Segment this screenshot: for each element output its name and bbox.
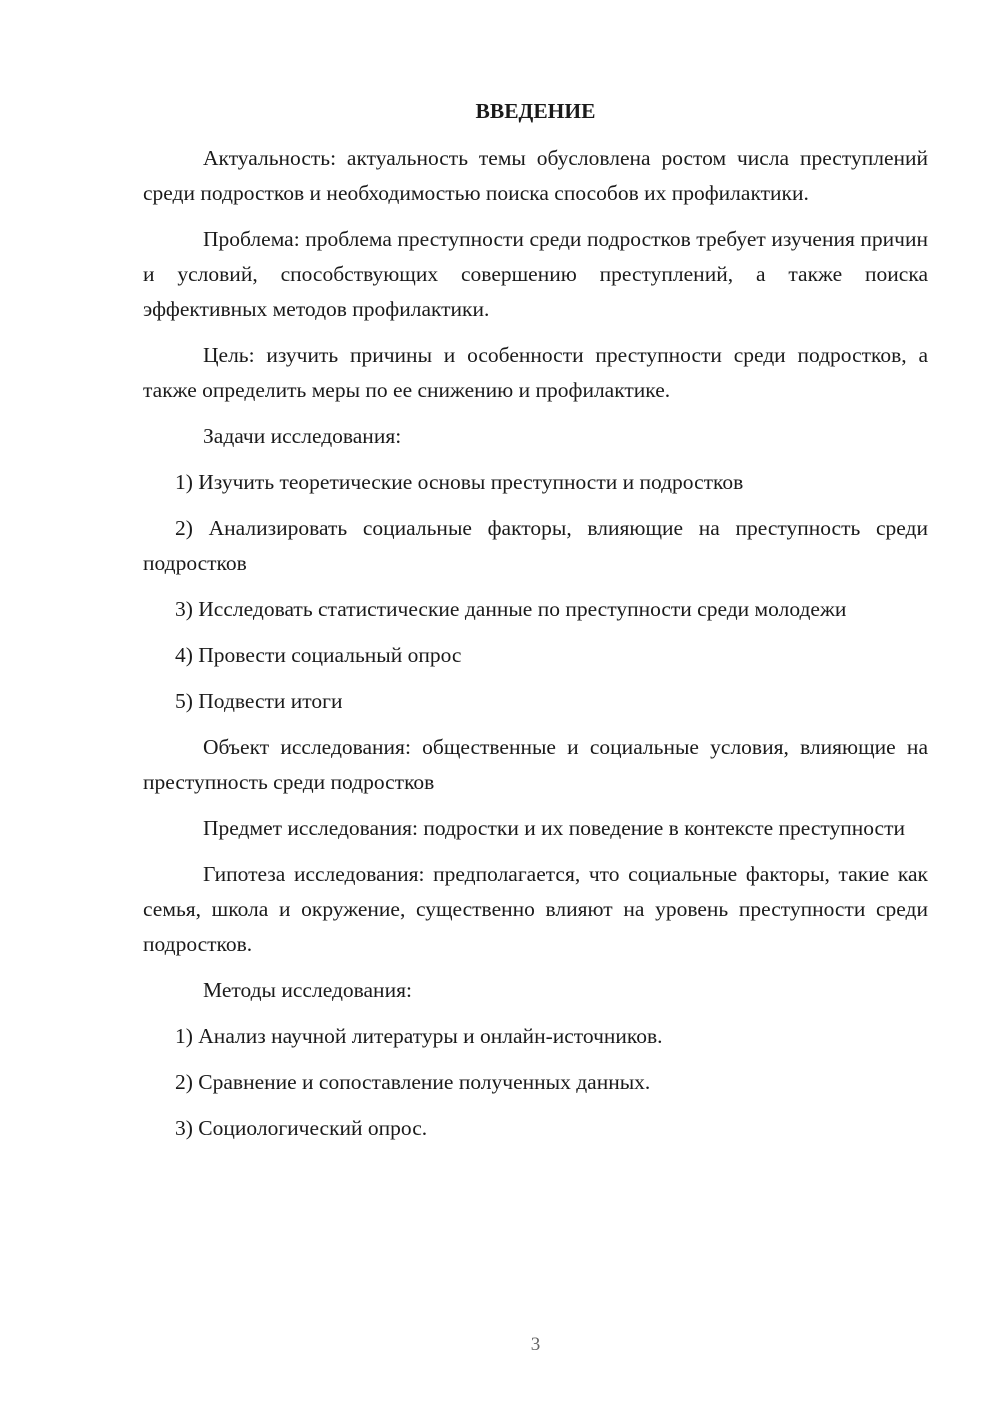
subject-paragraph: Предмет исследования: подростки и их поведение в контексте преступности xyxy=(203,816,905,840)
task-item: 5) Подвести итоги xyxy=(175,689,343,713)
task-item: 3) Исследовать статистические данные по преступности среди молодежи xyxy=(175,597,847,621)
task-item: 1) Изучить теоретические основы преступности и подростков xyxy=(175,470,744,494)
task-item: 2) Анализировать социальные факторы, влияющие на преступность среди подростков xyxy=(143,516,928,575)
page-number: 3 xyxy=(530,1334,541,1355)
hypothesis-paragraph: Гипотеза исследования: предполагается, что социальные факторы, такие как семья, школа и окружение, существенно влияют на уровень преступности среди подростков. xyxy=(143,862,928,956)
methods-heading: Методы исследования: xyxy=(203,978,412,1002)
object-paragraph: Объект исследования: общественные и социальные условия, влияющие на преступность среди подростков xyxy=(143,735,928,794)
goal-paragraph: Цель: изучить причины и особенности преступности среди подростков, а также определить меры по ее снижению и профилактике. xyxy=(143,343,928,402)
method-item: 1) Анализ научной литературы и онлайн-источников. xyxy=(175,1024,663,1048)
task-item: 4) Провести социальный опрос xyxy=(175,643,462,667)
problem-paragraph: Проблема: проблема преступности среди подростков требует изучения причин и условий, способствующих совершению преступлений, а также поиска эффективных методов профилактики. xyxy=(143,227,928,321)
method-item: 2) Сравнение и сопоставление полученных данных. xyxy=(175,1070,651,1094)
section-title: ВВЕДЕНИЕ xyxy=(475,99,596,123)
tasks-heading: Задачи исследования: xyxy=(203,424,402,448)
document-page xyxy=(143,96,928,1157)
relevance-paragraph: Актуальность: актуальность темы обусловлена ростом числа преступлений среди подростков и необходимостью поиска способов их профилактики. xyxy=(143,146,928,205)
method-item: 3) Социологический опрос. xyxy=(175,1116,428,1140)
